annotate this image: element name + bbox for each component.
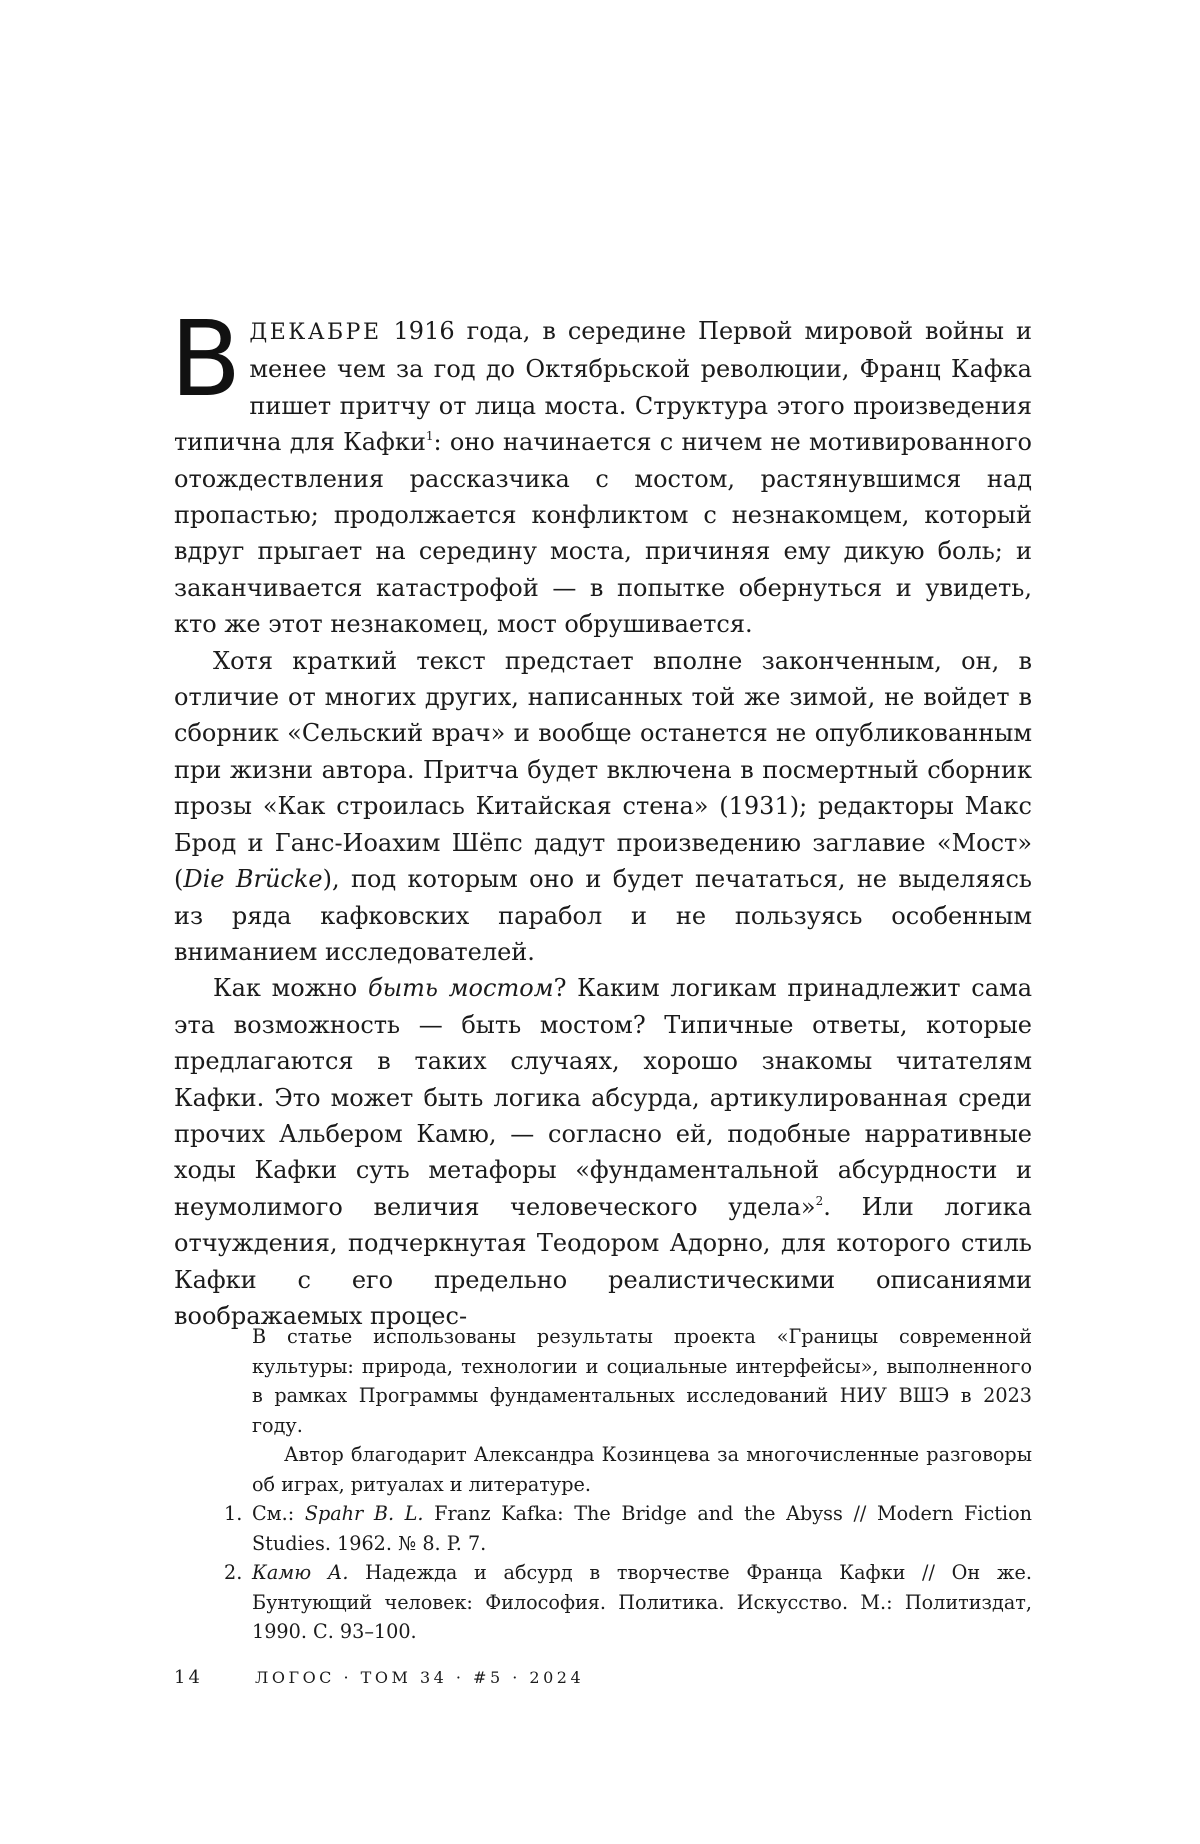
running-footer xyxy=(174,1666,1032,1690)
page-number: 14 xyxy=(174,1667,203,1688)
drop-cap: В xyxy=(170,298,242,420)
lead-in-smallcaps: ДЕКАБРЕ xyxy=(249,320,382,345)
paragraph-3 xyxy=(174,970,1032,1334)
funding-note: В статье использованы результаты проекта «Границы современной культуры: природа, технологии и социальные интерфейсы», выполненного в рамках Программы фундаментальных исследований НИУ ВШЭ в 2023 году. xyxy=(252,1325,1032,1437)
article-body xyxy=(170,298,1033,1334)
footnote-text: Franz Kafka: The Bridge and the Abyss // Modern Fiction Studies. 1962. № 8. P. 7. xyxy=(252,1502,1032,1555)
journal-title: ЛОГОС · ТОМ 34 · #5 · 2024 xyxy=(255,1668,585,1687)
footnote-number: 2. xyxy=(224,1561,243,1584)
paragraph-1-text-after: : оно начинается с ничем не мотивированного отождествления рассказчика с мостом, растянувшимся над пропастью; продолжается конфликтом с незнакомцем, который вдруг прыгает на середину моста, причиняя ему дикую боль; и заканчивается катастрофой — в попытке обернуться и увидеть, кто же этот незнакомец, мост обрушивается. xyxy=(174,428,1033,639)
paragraph-2-text-after: ), под которым оно и будет печататься, не выделяясь из ряда кафковских парабол и не пользуясь особенным вниманием исследователей. xyxy=(174,865,1032,966)
footnote-2 xyxy=(224,1558,1032,1647)
paragraph-1-text: 1916 года, в середине Первой мировой войны и менее чем за год до Октябрьской революции, Франц Кафка пишет притчу от лица моста. Структура этого произведения типична для Кафки xyxy=(174,317,1032,457)
paragraph-3-text: Как можно xyxy=(213,974,368,1003)
footnote-text: Надежда и абсурд в творчестве Франца Кафки // Он же. Бунтующий человек: Философия. Политика. Искусство. М.: Политиздат, 1990. С. 93–100. xyxy=(252,1561,1032,1643)
paragraph-2 xyxy=(174,643,1032,971)
footnote-author: Spahr B. L. xyxy=(304,1502,424,1525)
paragraph-3-italic: быть мостом xyxy=(367,974,554,1003)
acknowledgement-note: Автор благодарит Александра Козинцева за многочисленные разговоры об играх, ритуалах и литературе. xyxy=(252,1443,1032,1496)
footnote-author: Камю А. xyxy=(252,1561,349,1584)
notes-section xyxy=(224,1322,1032,1647)
footnote-1 xyxy=(224,1499,1032,1558)
paragraph-2-italic: Die Brücke xyxy=(183,865,323,894)
paragraph-3-text-mid: ? Каким логикам принадлежит сама эта возможность — быть мостом? Типичные ответы, которые предлагаются в таких случаях, хорошо знакомы читателям Кафки. Это может быть логика абсурда, артикулированная среди прочих Альбером Камю, — согласно ей, подобные нарративные ходы Кафки суть метафоры «фундаментальной абсурдности и неумолимого величия человеческого удела» xyxy=(174,974,1033,1221)
paragraph-2-text: Хотя краткий текст предстает вполне законченным, он, в отличие от многих других, написанных той же зимой, не войдет в сборник «Сельский врач» и вообще останется не опубликованным при жизни автора. Притча будет включена в посмертный сборник прозы «Как строилась Китайская стена» (1931); редакторы Макс Брод и Ганс-Иоахим Шёпс дадут произведению заглавие «Мост» ( xyxy=(174,646,1032,894)
footnote-number: 1. xyxy=(224,1502,243,1525)
paragraph-1 xyxy=(170,298,1033,643)
paragraph-3-text-after: . Или логика отчуждения, подчеркнутая Теодором Адорно, для которого стиль Кафки с его предельно реалистическими описаниями воображаемых процес- xyxy=(174,1192,1032,1330)
footnote-prefix: См.: xyxy=(252,1502,305,1525)
footnote-ref-2[interactable]: 2 xyxy=(815,1193,824,1208)
footnote-ref-1[interactable]: 1 xyxy=(425,429,434,444)
